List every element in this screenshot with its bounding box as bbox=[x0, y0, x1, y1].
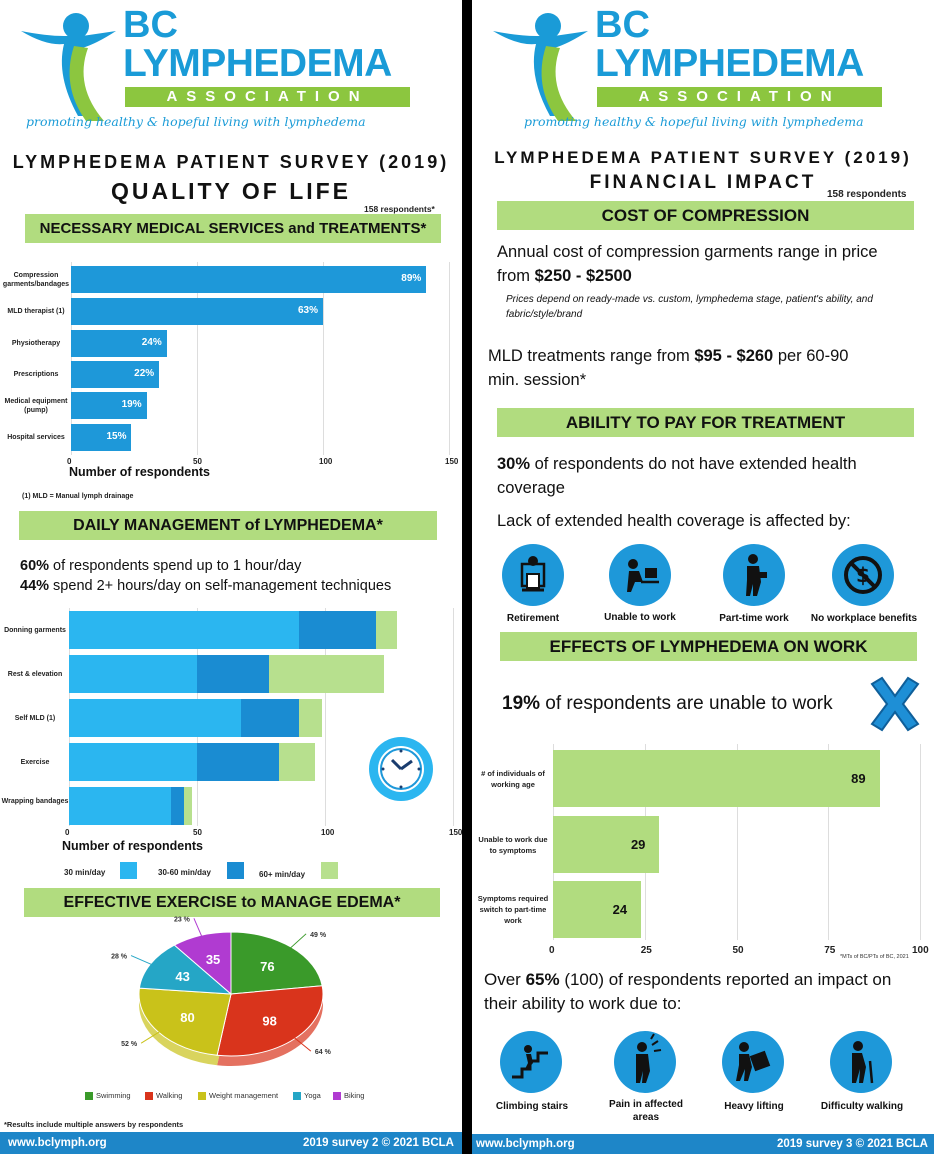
chart2-bar-segment bbox=[69, 787, 171, 825]
chart2-x-tick: 0 bbox=[65, 828, 70, 837]
lifting-icon bbox=[722, 1031, 784, 1093]
x-mark-icon bbox=[868, 676, 922, 732]
chart3-x-tick: 50 bbox=[732, 945, 744, 956]
chart1-category-label: Compression garments/bandages bbox=[2, 272, 70, 288]
respondents-count: 158 respondents* bbox=[364, 204, 435, 214]
logo-bc-text: BC bbox=[123, 4, 178, 46]
pie-legend-swatch bbox=[333, 1092, 341, 1100]
pie-slice-percent: 64 % bbox=[314, 1049, 331, 1057]
chart1-bar-label: 89% bbox=[401, 273, 422, 284]
work-chart-source-note: *MTs of BC/PTs of BC, 2021 bbox=[840, 954, 909, 960]
daily-stat-line1: 60% of respondents spend up to 1 hour/day bbox=[20, 558, 302, 574]
pie-legend-swatch bbox=[293, 1092, 301, 1100]
icon-label-heavy-lifting: Heavy lifting bbox=[724, 1101, 784, 1112]
chart1-bar-label: 15% bbox=[106, 431, 127, 442]
pie-slice-percent: 49 % bbox=[310, 931, 327, 939]
work-impact-line2: their ability to work due to: bbox=[484, 994, 682, 1013]
compression-cost-note: Prices depend on ready-made vs. custom, lymphedema stage, patient's ability, and fabric/style/brand bbox=[506, 294, 873, 320]
chart2-gridline bbox=[453, 608, 454, 826]
chart1-category-label: MLD therapist (1) bbox=[7, 308, 65, 315]
chart2-bar-segment bbox=[69, 655, 197, 693]
icon-label-part-time-work: Part-time work bbox=[719, 613, 789, 624]
chart1-gridline bbox=[449, 262, 450, 455]
legend-swatch-30-60 bbox=[227, 862, 244, 879]
pie-leader-line bbox=[194, 918, 203, 938]
chart2-bar-segment bbox=[197, 655, 269, 693]
pain-icon bbox=[614, 1031, 676, 1093]
section-title-medical-services: NECESSARY MEDICAL SERVICES and TREATMENTS* bbox=[25, 214, 441, 243]
chart2-bar-segment bbox=[376, 611, 396, 649]
icon-label-no-workplace-benefits: No workplace benefits bbox=[810, 613, 918, 624]
footer-copyright: 2019 survey 3 © 2021 BCLA bbox=[776, 1138, 928, 1150]
pie-legend-label: Biking bbox=[344, 1091, 365, 1100]
chart1-bar bbox=[71, 298, 323, 325]
chart2-xlabel: Number of respondents bbox=[62, 839, 203, 853]
website-link[interactable]: www.bclymph.org bbox=[476, 1138, 575, 1150]
chart3-bar bbox=[553, 816, 659, 873]
pie-slice-value: 35 bbox=[205, 951, 221, 967]
chart2-bar-segment bbox=[279, 743, 315, 781]
logo-association-text: ASSOCIATION bbox=[597, 87, 882, 107]
pie-legend-label: Walking bbox=[156, 1091, 183, 1100]
retirement-icon bbox=[502, 544, 564, 606]
bcla-figure-logo-icon bbox=[16, 6, 116, 126]
icon-label-pain: Pain in affected areas bbox=[609, 1099, 683, 1123]
pie-slice-value: 43 bbox=[175, 969, 190, 985]
legend-label-60plus: 60+ min/day bbox=[259, 870, 306, 879]
chart2-x-tick: 150 bbox=[449, 828, 462, 837]
chart1-bar bbox=[71, 361, 159, 388]
chart1-bar bbox=[71, 424, 131, 451]
icon-label-retirement: Retirement bbox=[506, 613, 560, 624]
chart2-x-tick: 100 bbox=[321, 828, 335, 837]
section-title-daily-management: DAILY MANAGEMENT of LYMPHEDEMA* bbox=[19, 511, 437, 540]
chart1-x-tick: 150 bbox=[445, 457, 459, 466]
section-title-effects-on-work: EFFECTS OF LYMPHEDEMA ON WORK bbox=[500, 632, 917, 661]
pie-legend bbox=[85, 1091, 385, 1103]
chart3-gridline bbox=[920, 744, 921, 940]
logo-lymphedema-text: LYMPHEDEMA bbox=[595, 42, 864, 85]
pie-slice-value: 98 bbox=[262, 1013, 277, 1029]
coverage-lack-heading: Lack of extended health coverage is affected by: bbox=[497, 512, 851, 530]
logo-lymphedema-text: LYMPHEDEMA bbox=[123, 42, 392, 85]
chart2-bar-segment bbox=[69, 699, 241, 737]
logo-tagline: promoting healthy & hopeful living with lymphedema bbox=[26, 114, 366, 129]
chart1-bar bbox=[71, 392, 147, 419]
chart2-bar-segment bbox=[299, 611, 376, 649]
coverage-stat-line1: 30% of respondents do not have extended health bbox=[497, 455, 857, 473]
chart3-category-label: Symptoms required switch to part-time work bbox=[477, 894, 549, 925]
pie-legend-label: Swimming bbox=[96, 1091, 131, 1100]
results-footnote: *Results include multiple answers by respondents bbox=[4, 1120, 184, 1129]
bcla-figure-logo-icon bbox=[488, 6, 588, 126]
mld-footnote: (1) MLD = Manual lymph drainage bbox=[22, 493, 134, 500]
chart1-bar-label: 22% bbox=[134, 368, 155, 379]
page-subtitle: QUALITY OF LIFE bbox=[110, 178, 352, 204]
website-link[interactable]: www.bclymph.org bbox=[8, 1137, 107, 1149]
pie-leader-line bbox=[289, 934, 307, 950]
part-time-work-icon bbox=[723, 544, 785, 606]
chart3-category-label: # of individuals of working age bbox=[481, 769, 545, 789]
left-footer bbox=[0, 1132, 462, 1154]
pie-legend-swatch bbox=[198, 1092, 206, 1100]
legend-label-30: 30 min/day bbox=[64, 868, 106, 877]
chart2-category-label: Self MLD (1) bbox=[14, 715, 56, 722]
chart1-category-label: Physiotherapy bbox=[11, 340, 61, 347]
chart1-bar-label: 19% bbox=[121, 399, 142, 410]
chart2-bar-segment bbox=[241, 699, 300, 737]
svg-text:$: $ bbox=[856, 563, 870, 587]
page-subtitle: FINANCIAL IMPACT bbox=[589, 172, 817, 193]
medical-services-bar-chart bbox=[0, 262, 462, 487]
logo-tagline: promoting healthy & hopeful living with lymphedema bbox=[524, 114, 864, 129]
survey-title: LYMPHEDEMA PATIENT SURVEY (2019) bbox=[494, 148, 912, 167]
pie-legend-label: Weight management bbox=[209, 1091, 279, 1100]
chart1-x-tick: 100 bbox=[319, 457, 333, 466]
chart3-x-tick: 75 bbox=[824, 945, 836, 956]
logo-association-text: ASSOCIATION bbox=[125, 87, 410, 107]
chart1-category-label: Prescriptions bbox=[13, 371, 59, 378]
chart2-bar-segment bbox=[184, 787, 192, 825]
chart2-bar-segment bbox=[197, 743, 279, 781]
legend-swatch-60plus bbox=[321, 862, 338, 879]
chart2-category-label: Exercise bbox=[20, 759, 50, 766]
chart3-bar-label: 24 bbox=[612, 901, 628, 917]
chart1-x-tick: 50 bbox=[193, 457, 202, 466]
chart3-category-label: Unable to work due to symptoms bbox=[478, 835, 548, 855]
icon-label-unable-to-work: Unable to work bbox=[604, 612, 676, 623]
clock-icon bbox=[368, 736, 434, 802]
chart3-bar bbox=[553, 750, 880, 807]
chart1-bar-label: 63% bbox=[297, 305, 318, 316]
compression-cost-line2: from $250 - $2500 bbox=[497, 267, 632, 285]
chart1-category-label: Hospital services bbox=[7, 434, 65, 441]
pie-slice-percent: 28 % bbox=[111, 953, 128, 961]
chart3-x-tick: 0 bbox=[549, 945, 555, 956]
unable-to-work-icon bbox=[609, 544, 671, 606]
icon-label-climbing-stairs: Climbing stairs bbox=[495, 1101, 569, 1112]
chart2-bar-segment bbox=[171, 787, 184, 825]
footer-copyright: 2019 survey 2 © 2021 BCLA bbox=[302, 1137, 454, 1149]
chart1-xlabel: Number of respondents bbox=[69, 465, 210, 479]
pie-legend-label: Yoga bbox=[304, 1091, 321, 1100]
section-title-ability-to-pay: ABILITY TO PAY FOR TREATMENT bbox=[497, 408, 914, 437]
chart2-bar-segment bbox=[69, 611, 299, 649]
pie-slice-value: 76 bbox=[260, 959, 275, 975]
section-title-cost-of-compression: COST OF COMPRESSION bbox=[497, 201, 914, 230]
icon-label-difficulty-walking: Difficulty walking bbox=[820, 1101, 904, 1112]
chart2-bar-segment bbox=[299, 699, 322, 737]
chart2-x-tick: 50 bbox=[193, 828, 202, 837]
chart2-bar-segment bbox=[69, 743, 197, 781]
legend-swatch-30 bbox=[120, 862, 137, 879]
exercise-pie-chart bbox=[90, 912, 380, 1092]
right-footer bbox=[472, 1134, 934, 1154]
chart2-category-label: Rest & elevation bbox=[7, 671, 63, 678]
compression-cost-line1: Annual cost of compression garments range in price bbox=[497, 243, 878, 261]
work-impact-line1: Over 65% (100) of respondents reported an impact on bbox=[484, 970, 892, 989]
pie-slice bbox=[231, 932, 322, 994]
pie-slice-percent: 52 % bbox=[121, 1041, 138, 1049]
no-money-icon bbox=[832, 544, 894, 606]
pie-slice-percent: 23 % bbox=[173, 916, 190, 924]
section-title-effective-exercise: EFFECTIVE EXERCISE to MANAGE EDEMA* bbox=[24, 888, 440, 917]
right-infographic-panel bbox=[472, 0, 934, 1154]
respondents-count: 158 respondents bbox=[827, 189, 907, 200]
coverage-stat-line2: coverage bbox=[497, 479, 565, 497]
left-infographic-panel bbox=[0, 0, 462, 1154]
work-impact-bar-chart bbox=[472, 744, 934, 964]
pie-leader-line bbox=[131, 956, 154, 966]
walking-cane-icon bbox=[830, 1031, 892, 1093]
chart2-legend bbox=[62, 862, 352, 882]
mld-cost-line2: min. session* bbox=[488, 371, 587, 389]
chart3-bar-label: 29 bbox=[630, 836, 646, 852]
chart2-category-label: Donning garments bbox=[4, 627, 66, 634]
chart1-bar bbox=[71, 266, 426, 293]
logo-bc-text: BC bbox=[595, 4, 650, 46]
chart1-category-label: Medical equipment (pump) bbox=[4, 398, 68, 414]
chart2-category-label: Wrapping bandages bbox=[1, 798, 69, 805]
pie-legend-swatch bbox=[145, 1092, 153, 1100]
chart1-bar-label: 24% bbox=[141, 337, 162, 348]
unable-to-work-stat: 19% of respondents are unable to work bbox=[502, 693, 833, 714]
chart1-x-tick: 0 bbox=[67, 457, 72, 466]
survey-title: LYMPHEDEMA PATIENT SURVEY (2019) bbox=[12, 152, 450, 172]
mld-cost-line1: MLD treatments range from $95 - $260 per 60-90 bbox=[488, 347, 849, 365]
chart3-bar bbox=[553, 881, 641, 938]
daily-management-stacked-chart bbox=[0, 608, 462, 840]
legend-label-30-60: 30-60 min/day bbox=[158, 868, 211, 877]
pie-slice-value: 80 bbox=[180, 1009, 195, 1025]
pie-legend-swatch bbox=[85, 1092, 93, 1100]
chart2-bar-segment bbox=[269, 655, 384, 693]
chart3-bar-label: 89 bbox=[851, 770, 866, 786]
chart1-bar bbox=[71, 330, 167, 357]
daily-stat-line2: 44% spend 2+ hours/day on self-management techniques bbox=[20, 578, 392, 594]
chart3-x-tick: 25 bbox=[640, 945, 652, 956]
stairs-icon bbox=[500, 1031, 562, 1093]
chart3-x-tick: 100 bbox=[912, 945, 929, 956]
